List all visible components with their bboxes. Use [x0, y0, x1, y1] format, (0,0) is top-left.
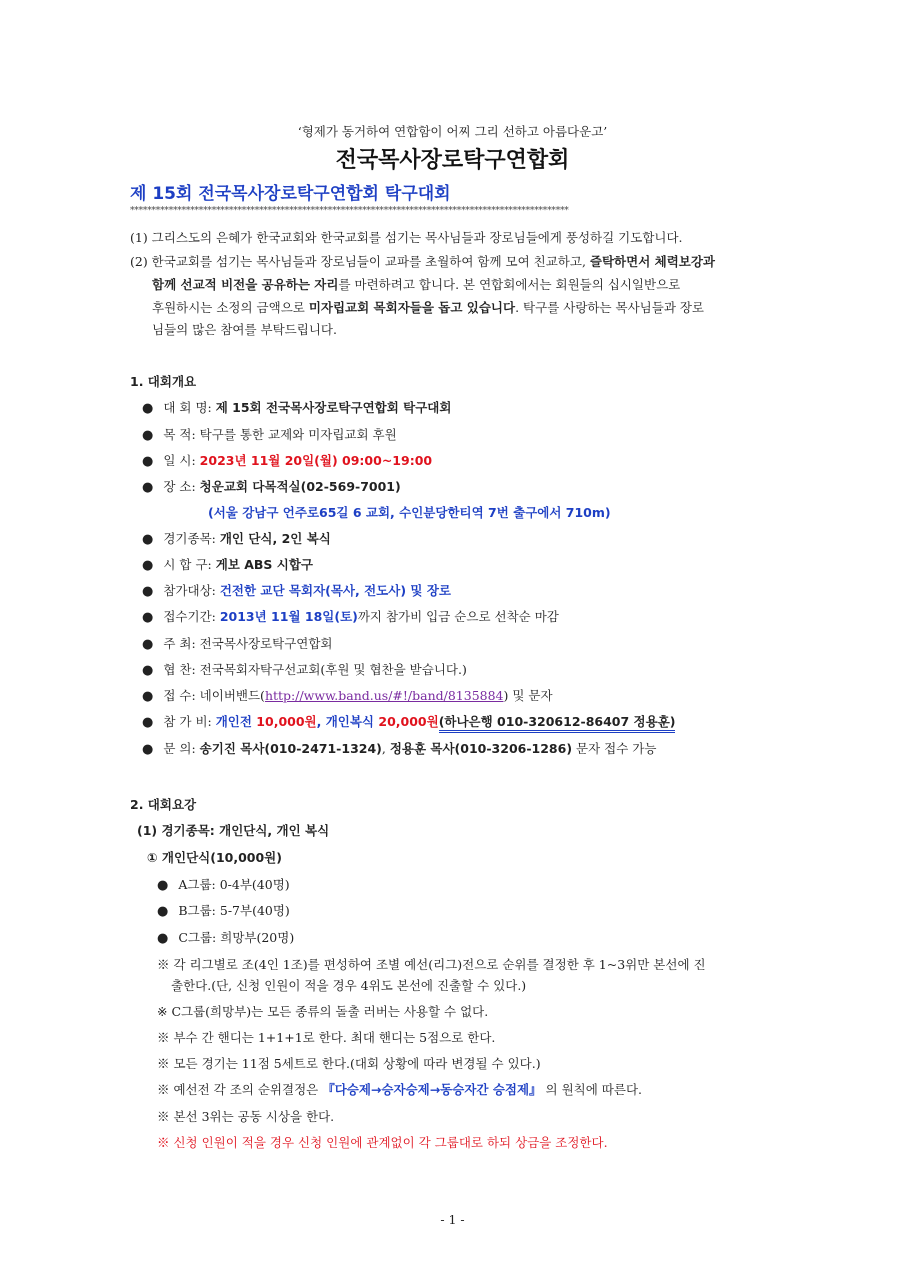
item-label: 주 최:: [163, 636, 196, 651]
item-value-rest: ) 및 문자: [503, 688, 553, 703]
note-2: ※ C그룹(희망부)는 모든 종류의 돌출 러버는 사용할 수 없다.: [157, 1004, 489, 1019]
contact-person: 송기진 목사(010-2471-1324): [199, 741, 382, 756]
note-1-line-2: 출한다.(단, 신청 인원이 적을 경우 4위도 본선에 진출할 수 있다.): [171, 978, 527, 993]
note-5: [157, 1080, 642, 1098]
fee-amount: 10,000원: [256, 714, 317, 729]
motto: ‘형제가 동거하여 연합함이 어찌 그리 선하고 아름다운고’: [297, 124, 608, 139]
item-value: 개인 단식, 2인 복식: [219, 531, 331, 546]
list-item-fee: [142, 712, 675, 730]
item-label: 목 적:: [163, 427, 196, 442]
fee-text: 개인전: [215, 714, 257, 729]
note-text: 의 원칙에 따른다.: [545, 1082, 642, 1097]
note-4: ※ 모든 경기는 11점 5세트로 한다.(대회 상황에 따라 변경될 수 있다.): [157, 1056, 541, 1071]
item-value: 전국목회자탁구선교회(후원 및 협찬을 받습니다.): [199, 662, 467, 677]
item-label: 참가대상:: [163, 583, 216, 598]
intro-text: 후원하시는 소정의 금액으로: [152, 300, 309, 315]
org-title: 전국목사장로탁구연합회: [335, 148, 570, 173]
group-item: ● A그룹: 0-4부(40명): [157, 875, 290, 893]
intro-text: (2) 한국교회를 섬기는 목사님들과 장로님들이 교파를 초월하여 함께 모여 친교하고,: [130, 254, 590, 269]
list-item-place: [142, 477, 401, 495]
bank-account: (하나은행 010-320612-86407 정용훈): [439, 714, 676, 733]
intro-emphasis: 함께 선교적 비전을 공유하는 자리: [152, 277, 339, 292]
item-label: 일 시:: [163, 453, 196, 468]
band-link[interactable]: http://www.band.us/#!/band/8135884: [264, 688, 504, 703]
item-label: 협 찬:: [163, 662, 196, 677]
contact-person: 정용훈 목사(010-3206-1286): [389, 741, 573, 756]
page-number: - 1 -: [440, 1212, 465, 1227]
item-value: 게보 ABS 시합구: [215, 557, 314, 572]
section-2-heading: 2. 대회요강: [130, 797, 197, 812]
list-item-eligibility: [142, 581, 451, 599]
separator: ,: [381, 741, 390, 756]
fee-text: , 개인복식: [316, 714, 379, 729]
list-item-event-type: [142, 529, 331, 547]
list-item-registration: [142, 607, 559, 625]
subsection-1-1-heading: ① 개인단식(10,000원): [147, 850, 282, 865]
list-item-event-name: [142, 398, 451, 416]
note-text: ※ 예선전 각 조의 순위결정은: [157, 1082, 323, 1097]
note-7: ※ 신청 인원이 적을 경우 신청 인원에 관계없이 각 그룹대로 하되 상금을 조정한다.: [157, 1135, 608, 1150]
list-item-date: [142, 451, 432, 469]
intro-emphasis: 즐탁하면서 체력보강과: [589, 254, 715, 269]
list-item-accept: [142, 686, 553, 704]
note-6: ※ 본선 3위는 공동 시상을 한다.: [157, 1109, 335, 1124]
intro-text: . 탁구를 사랑하는 목사님들과 장로: [515, 300, 705, 315]
item-value: 청운교회 다목적실(02-569-7001): [199, 479, 401, 494]
item-value-rest: 까지 참가비 입금 순으로 선착순 마감: [357, 609, 559, 624]
intro-paragraph-2-line-1: [130, 252, 715, 272]
list-item-contact: [142, 739, 656, 757]
item-label: 시 합 구:: [163, 557, 212, 572]
item-value: 네이버밴드(: [199, 688, 265, 703]
item-label: 참 가 비:: [163, 714, 212, 729]
item-value: 탁구를 통한 교제와 미자립교회 후원: [199, 427, 397, 442]
item-value: 제 15회 전국목사장로탁구연합회 탁구대회: [215, 400, 452, 415]
list-item-sponsor: [142, 660, 467, 678]
subsection-1-heading: (1) 경기종목: 개인단식, 개인 복식: [137, 823, 330, 838]
item-value: 건전한 교단 목회자(목사, 전도사) 및 장로: [219, 583, 451, 598]
item-label: 경기종목:: [163, 531, 216, 546]
intro-emphasis: 미자립교회 목회자들을 돕고 있습니다: [308, 300, 516, 315]
intro-paragraph-2-line-3: [152, 298, 704, 318]
list-item-purpose: [142, 425, 397, 443]
ranking-rule: 『다승제→승자승제→동승자간 승점제』: [322, 1082, 542, 1097]
intro-text: 를 마련하려고 합니다. 본 연합회에서는 회원들의 십시일반으로: [338, 277, 681, 292]
fee-amount: 20,000원: [378, 714, 439, 729]
intro-paragraph-2-line-2: [152, 275, 680, 295]
list-item-host: [142, 634, 333, 652]
item-label: 문 의:: [163, 741, 196, 756]
list-item-ball: [142, 555, 313, 573]
item-value: 2023년 11월 20일(월) 09:00~19:00: [199, 453, 433, 468]
item-label: 접 수:: [163, 688, 196, 703]
event-title: 제 15회 전국목사장로탁구연합회 탁구대회: [130, 184, 451, 204]
item-label: 장 소:: [163, 479, 196, 494]
note-3: ※ 부수 간 핸디는 1+1+1로 한다. 최대 핸디는 5점으로 한다.: [157, 1030, 496, 1045]
place-detail: (서울 강남구 언주로65길 6 교회, 수인분당한티역 7번 출구에서 710m): [208, 505, 611, 520]
section-1-heading: 1. 대회개요: [130, 374, 197, 389]
item-value: 전국목사장로탁구연합회: [199, 636, 333, 651]
intro-paragraph-2-line-4: 님들의 많은 참여를 부탁드립니다.: [152, 322, 337, 337]
group-item: ● B그룹: 5-7부(40명): [157, 901, 290, 919]
item-label: 접수기간:: [163, 609, 216, 624]
intro-paragraph-1: (1) 그리스도의 은혜가 한국교회와 한국교회를 섬기는 목사님들과 장로님들에게 풍성하길 기도합니다.: [130, 230, 683, 245]
star-divider: ******************************************************************************************************: [130, 206, 569, 216]
note-1-line-1: ※ 각 리그별로 조(4인 1조)를 편성하여 조별 예선(리그)전으로 순위를 결정한 후 1~3위만 본선에 진: [157, 957, 706, 972]
group-item: ● C그룹: 희망부(20명): [157, 928, 294, 946]
item-value-rest: 문자 접수 가능: [572, 741, 657, 756]
item-label: 대 회 명:: [163, 400, 212, 415]
item-value: 2013년 11월 18일(토): [219, 609, 358, 624]
